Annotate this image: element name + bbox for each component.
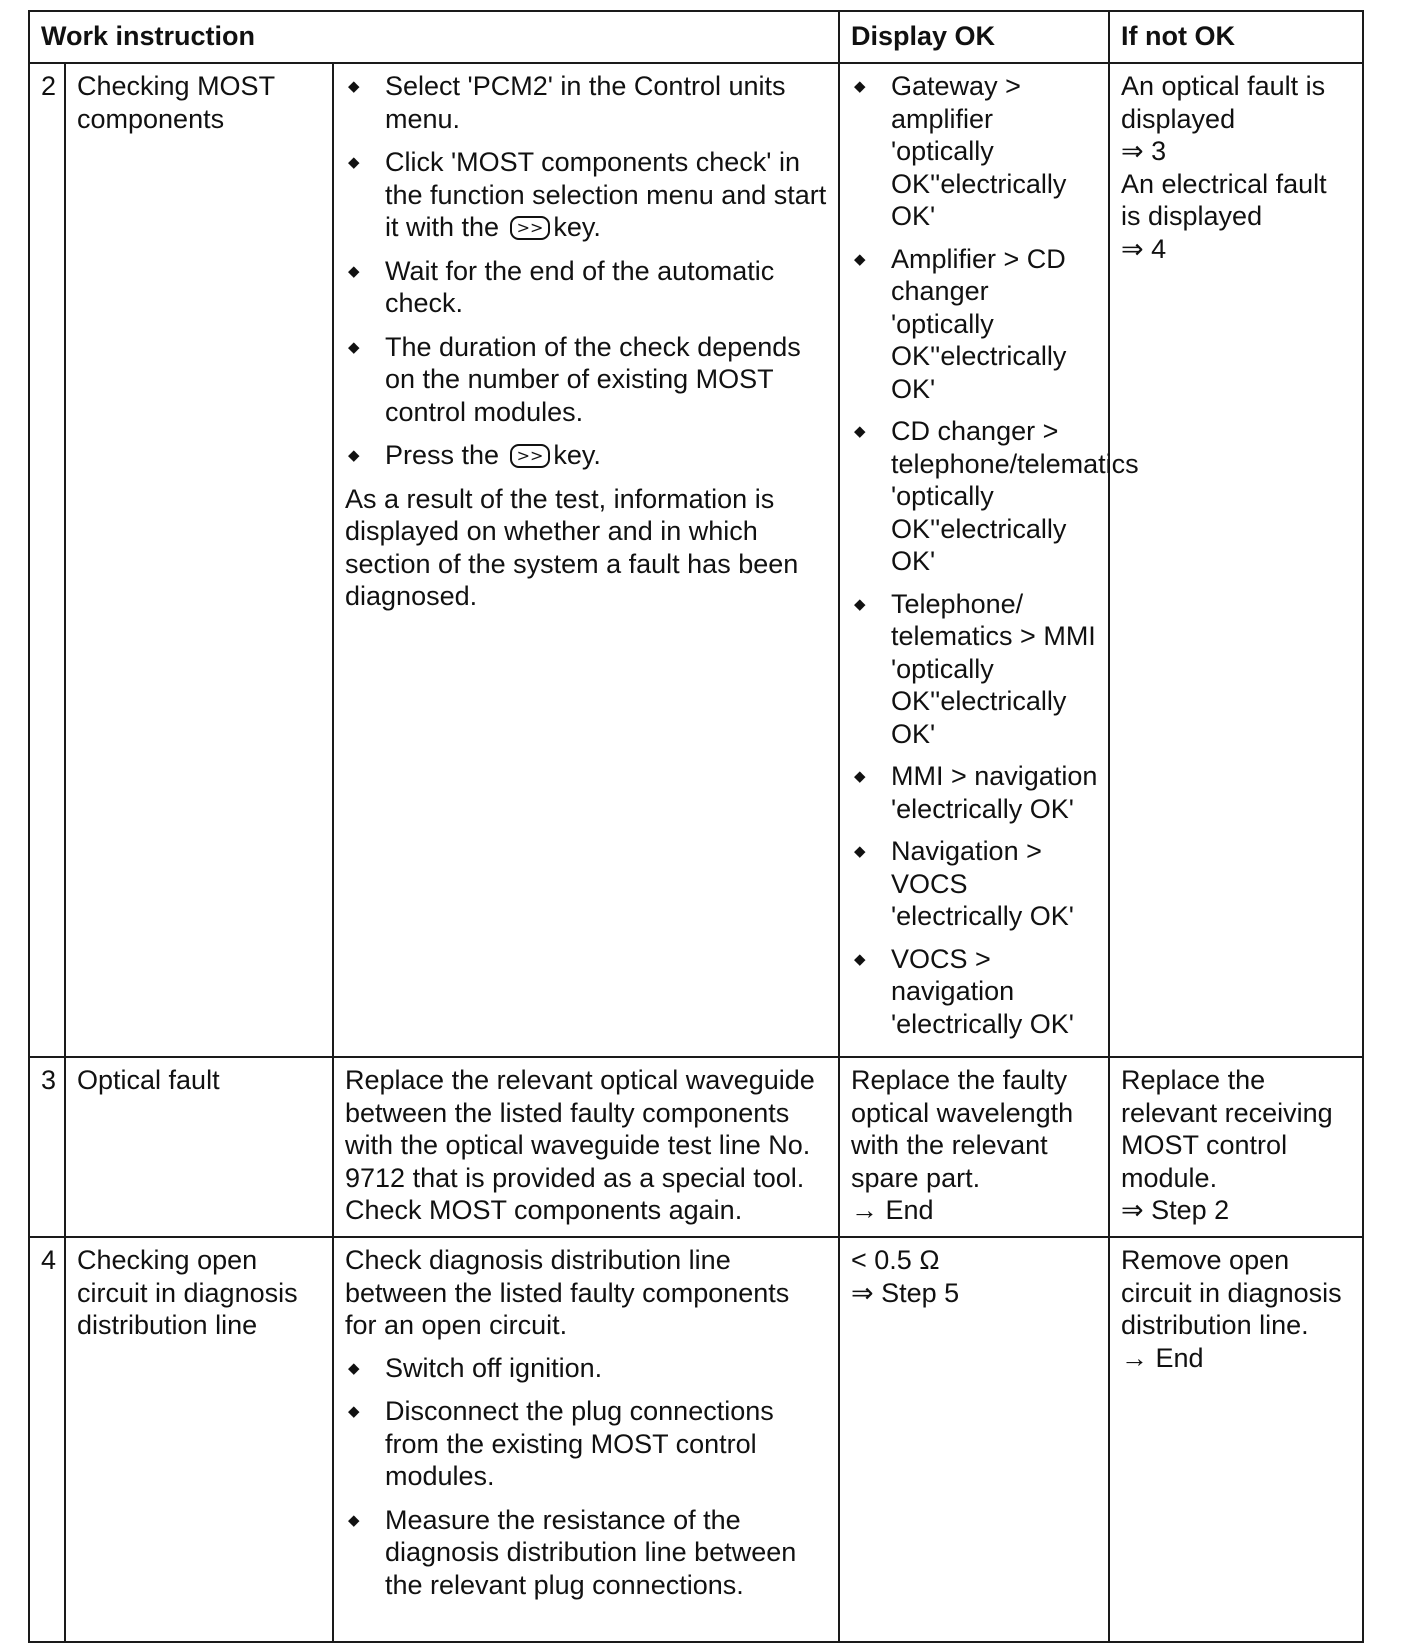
header-work-instruction: Work instruction (29, 11, 839, 63)
display-ok-cell (839, 1237, 1109, 1642)
list-item: ◆ Navigation > VOCS 'electrically OK' (851, 835, 1098, 933)
step-text: Press the (385, 440, 500, 470)
result-line: → End (851, 1195, 934, 1225)
row-title: Checking open circuit in diagnosis distribution line (65, 1237, 333, 1642)
row-number: 3 (29, 1057, 65, 1237)
step-text: Click 'MOST components check' in the function selection menu and start it with the (385, 147, 827, 242)
result-line: → End (1121, 1342, 1204, 1373)
result-line: ⇒ Step 5 (851, 1277, 960, 1308)
list-item: ◆ Switch off ignition. (345, 1352, 828, 1385)
display-ok-cell (839, 1057, 1109, 1237)
result-line: ⇒ 3 (1121, 136, 1167, 166)
step-text: The duration of the check depends on the number of existing MOST control modules. (385, 331, 801, 427)
if-not-ok-cell (1109, 63, 1363, 1057)
list-item (345, 255, 828, 320)
header-display-ok: Display OK (839, 11, 1109, 63)
list-item (345, 146, 828, 244)
list-item: ◆ MMI > navigation 'electrically OK' (851, 760, 1098, 825)
result-line: Remove open circuit in diagnosis distribution line. (1121, 1245, 1342, 1340)
result-line: An optical fault is displayed (1121, 71, 1326, 134)
result-note: As a result of the test, information is displayed on whether and in which section of the system a fault has been diagnosed. (345, 483, 799, 611)
result-line: ⇒ Step 2 (1121, 1195, 1230, 1225)
step-text: Select 'PCM2' in the Control units menu. (385, 71, 786, 134)
result-line: An electrical fault is displayed (1121, 168, 1327, 231)
result-line: < 0.5 Ω (851, 1245, 940, 1275)
row-title: Checking MOST components (65, 63, 333, 1057)
result-line: Replace the faulty optical wavelength with the relevant spare part. (851, 1065, 1074, 1193)
list-item: ◆ VOCS > navigation 'electrically OK' (851, 943, 1098, 1041)
row-number: 2 (29, 63, 65, 1057)
display-ok-cell (839, 63, 1139, 1057)
work-instruction-table (28, 10, 1364, 1643)
if-not-ok-cell (1109, 1237, 1363, 1642)
list-item: ◆ Gateway > amplifier 'optically OK''electrically OK' (851, 70, 1098, 233)
table-row (29, 63, 1363, 1057)
list-item: ◆ Telephone/ telematics > MMI 'optically OK''electrically OK' (851, 588, 1098, 751)
header-row (29, 11, 1363, 63)
list-item (345, 439, 828, 472)
list-item: ◆ Measure the resistance of the diagnosis distribution line between the relevant plug connections. (345, 1504, 828, 1602)
step-text: key. (553, 212, 601, 242)
instruction-cell: Replace the relevant optical waveguide between the listed faulty components with the optical waveguide test line No. 9712 that is provided as a special tool. Check MOST components again. (333, 1057, 839, 1237)
forward-key-icon: >> (510, 444, 551, 468)
instruction-cell (333, 1237, 839, 1642)
list-item: ◆ Amplifier > CD changer 'optically OK''electrically OK' (851, 243, 1098, 406)
if-not-ok-cell (1109, 1057, 1363, 1237)
result-line: ⇒ 4 (1121, 233, 1167, 264)
step-text: key. (553, 440, 601, 470)
list-item: ◆ Disconnect the plug connections from the existing MOST control modules. (345, 1395, 828, 1493)
forward-key-icon: >> (510, 216, 551, 240)
table-row (29, 1237, 1363, 1642)
instruction-cell (333, 63, 839, 1057)
list-item (345, 331, 828, 429)
row-title: Optical fault (65, 1057, 333, 1237)
row-number: 4 (29, 1237, 65, 1642)
list-item (345, 70, 828, 135)
check-intro: Check diagnosis distribution line between the listed faulty components for an open circuit. (345, 1245, 790, 1340)
header-if-not-ok: If not OK (1109, 11, 1363, 63)
step-text: Wait for the end of the automatic check. (385, 255, 775, 318)
list-item: ◆ CD changer > telephone/telematics 'optically OK''electrically OK' (851, 415, 1098, 578)
result-line: Replace the relevant receiving MOST control module. (1121, 1065, 1333, 1193)
table-row (29, 1057, 1363, 1237)
